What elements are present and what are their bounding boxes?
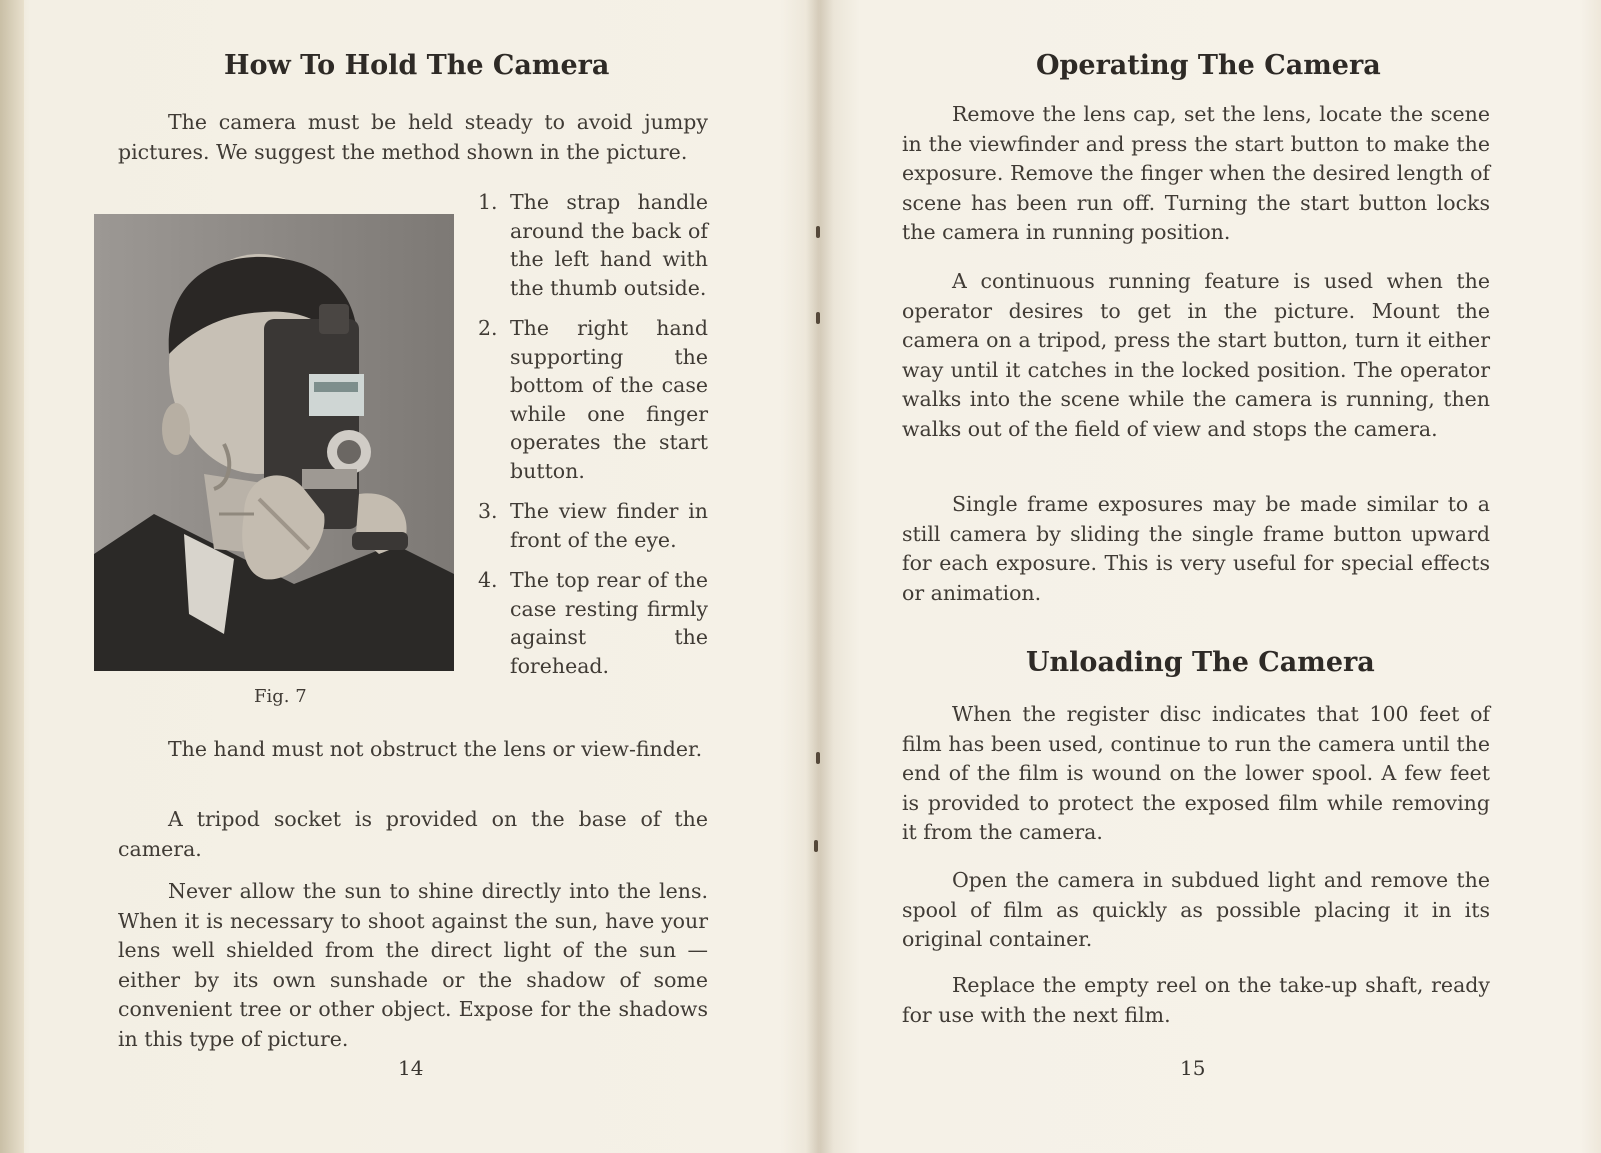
step-number: 1. bbox=[478, 190, 498, 214]
spine-edge bbox=[0, 0, 24, 1153]
step-text: The view finder in front of the eye. bbox=[510, 499, 708, 552]
viewfinder-paragraph: The hand must not obstruct the lens or view-finder. bbox=[168, 737, 703, 761]
right-page bbox=[820, 0, 1601, 1153]
operating-paragraph-3: Single frame exposures may be made similar to a still camera by sliding the single frame button upward for each exposure. This is very useful for special effects or animation. bbox=[902, 492, 1490, 605]
left-page-number: 14 bbox=[398, 1056, 424, 1080]
binding-mark bbox=[814, 840, 818, 852]
list-item bbox=[478, 566, 708, 680]
intro-paragraph: The camera must be held steady to avoid jumpy pictures. We suggest the method shown in the picture. bbox=[118, 110, 708, 164]
sun-paragraph: Never allow the sun to shine directly into the lens. When it is necessary to shoot against the sun, have your lens well shielded from the direct light of the sun — either by its own sunshade or the shadow of some convenient tree or other object. Expose for the shadows in this type of picture. bbox=[118, 879, 708, 1051]
left-page-title: How To Hold The Camera bbox=[224, 50, 610, 81]
operating-paragraph-1: Remove the lens cap, set the lens, locate the scene in the viewfinder and press the start button to make the exposure. Remove the finger when the desired length of scene has been run off. Turning the start button locks the camera in running position. bbox=[902, 102, 1490, 244]
binding-mark bbox=[816, 312, 820, 324]
right-page-title: Operating The Camera bbox=[1036, 50, 1381, 81]
step-number: 4. bbox=[478, 568, 498, 592]
binding-mark bbox=[816, 752, 820, 764]
step-number: 2. bbox=[478, 316, 498, 340]
figure-caption: Fig. 7 bbox=[254, 686, 307, 707]
step-number: 3. bbox=[478, 499, 498, 523]
binding-mark bbox=[816, 226, 820, 238]
holding-steps-list bbox=[478, 188, 708, 692]
right-page-number: 15 bbox=[1180, 1056, 1206, 1080]
unloading-paragraph-2: Open the camera in subdued light and remove the spool of film as quickly as possible placing it in its original container. bbox=[902, 868, 1490, 951]
book-gutter bbox=[806, 0, 834, 1153]
man-holding-camera-illustration bbox=[94, 214, 454, 671]
list-item bbox=[478, 314, 708, 485]
unloading-title: Unloading The Camera bbox=[1026, 647, 1375, 678]
unloading-paragraph-3: Replace the empty reel on the take-up shaft, ready for use with the next film. bbox=[902, 973, 1490, 1027]
step-text: The right hand supporting the bottom of the case while one finger operates the start button. bbox=[510, 316, 708, 483]
list-item bbox=[478, 188, 708, 302]
tripod-socket-paragraph: A tripod socket is provided on the base of the camera. bbox=[118, 807, 708, 861]
operating-paragraph-2: A continuous running feature is used when the operator desires to get in the picture. Mount the camera on a tripod, press the start button, turn it either way until it catches in the locked position. The operator walks into the scene while the camera is running, then walks out of the field of view and stops the camera. bbox=[902, 269, 1490, 441]
figure-photo bbox=[94, 214, 454, 671]
list-item bbox=[478, 497, 708, 554]
step-text: The top rear of the case resting firmly against the forehead. bbox=[510, 568, 708, 678]
unloading-paragraph-1: When the register disc indicates that 100 feet of film has been used, continue to run the camera until the end of the film is wound on the lower spool. A few feet is provided to protect the exposed film while removing it from the camera. bbox=[902, 702, 1490, 844]
step-text: The strap handle around the back of the left hand with the thumb outside. bbox=[510, 190, 708, 300]
